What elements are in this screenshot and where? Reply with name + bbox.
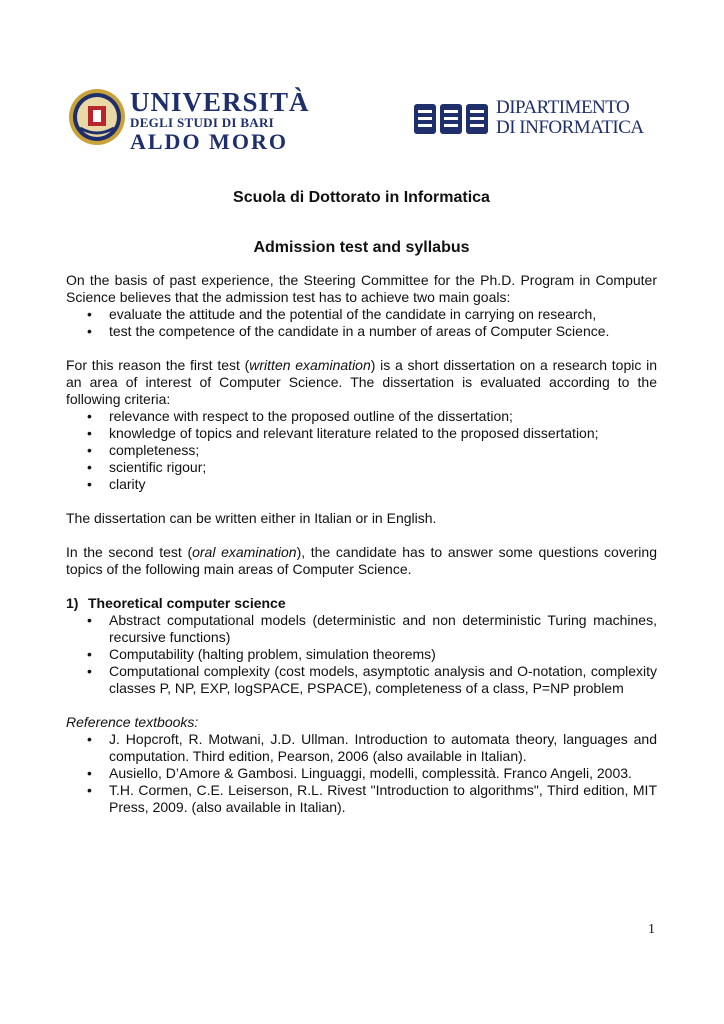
university-name-line1: UNIVERSITÀ [130,87,310,117]
criteria-list [66,408,657,493]
page-number: 1 [648,922,655,937]
intro-paragraph: On the basis of past experience, the Steering Committee for the Ph.D. Program in Computer Science believes that the admission test has to achieve two main goals: [66,272,657,305]
document-subtitle: Admission test and syllabus [253,239,470,256]
references-heading: Reference textbooks: [66,714,199,730]
second-test-paragraph [66,544,657,578]
references-list [66,731,657,816]
list-item: • Abstract computational models (deterministic and non deterministic Turing machines, recursive functions) [66,612,657,646]
list-item: • relevance with respect to the proposed outline of the dissertation; [66,408,657,425]
goals-list [66,306,657,340]
section-number: 1) [66,595,79,611]
university-name [130,88,310,154]
first-test-text-before: For this reason the first test ( [66,357,250,373]
document-title: Scuola di Dottorato in Informatica [233,189,490,206]
second-test-text-before: In the second test ( [66,544,193,560]
department-name [496,98,644,138]
list-item: • Computability (halting problem, simulation theorems) [66,646,657,663]
first-test-paragraph [66,357,657,408]
list-item: • completeness; [66,442,657,459]
second-test-emphasis: oral examination [192,544,297,560]
section-heading [66,595,657,612]
department-name-line2: DI INFORMATICA [496,117,644,138]
department-logo [414,98,654,138]
list-item: • J. Hopcroft, R. Motwani, J.D. Ullman. Introduction to automata theory, languages and computation. Third edition, Pearson, 2006 (also available in Italian). [66,731,657,765]
list-item: • evaluate the attitude and the potential of the candidate in carrying on research, [66,306,657,323]
university-seal-icon [68,88,126,146]
list-item: • knowledge of topics and relevant literature related to the proposed dissertation; [66,425,657,442]
university-name-line2: DEGLI STUDI DI BARI [130,115,275,130]
list-item: • test the competence of the candidate in a number of areas of Computer Science. [66,323,657,340]
list-item: • clarity [66,476,657,493]
section-topics-list [66,612,657,697]
list-item: • T.H. Cormen, C.E. Leiserson, R.L. Rivest "Introduction to algorithms", Third edition, MIT Press, 2009. (also available in Italian). [66,782,657,816]
department-name-line1: DIPARTIMENTO [496,97,630,118]
section-title: Theoretical computer science [88,595,286,611]
first-test-emphasis: written examination [249,357,371,373]
university-logo [68,87,310,154]
university-name-line3: ALDO MORO [130,129,288,154]
department-mark-icon [414,100,488,136]
list-item: • Ausiello, D’Amore & Gambosi. Linguaggi, modelli, complessità. Franco Angeli, 2003. [66,765,657,782]
document-body [66,188,657,816]
second-test-text-after: ), the candidate has to answer some questions covering topics of the following main areas of Computer Science. [66,544,657,577]
language-note: The dissertation can be written either in Italian or in English. [66,510,437,526]
list-item: • Computational complexity (cost models, asymptotic analysis and O-notation, complexity classes P, NP, EXP, logSPACE, PSPACE), completeness of a class, P=NP problem [66,663,657,697]
first-test-text-after: ) is a short dissertation on a research topic in an area of interest of Computer Science. The dissertation is evaluated according to the following criteria: [66,357,657,407]
list-item: • scientific rigour; [66,459,657,476]
